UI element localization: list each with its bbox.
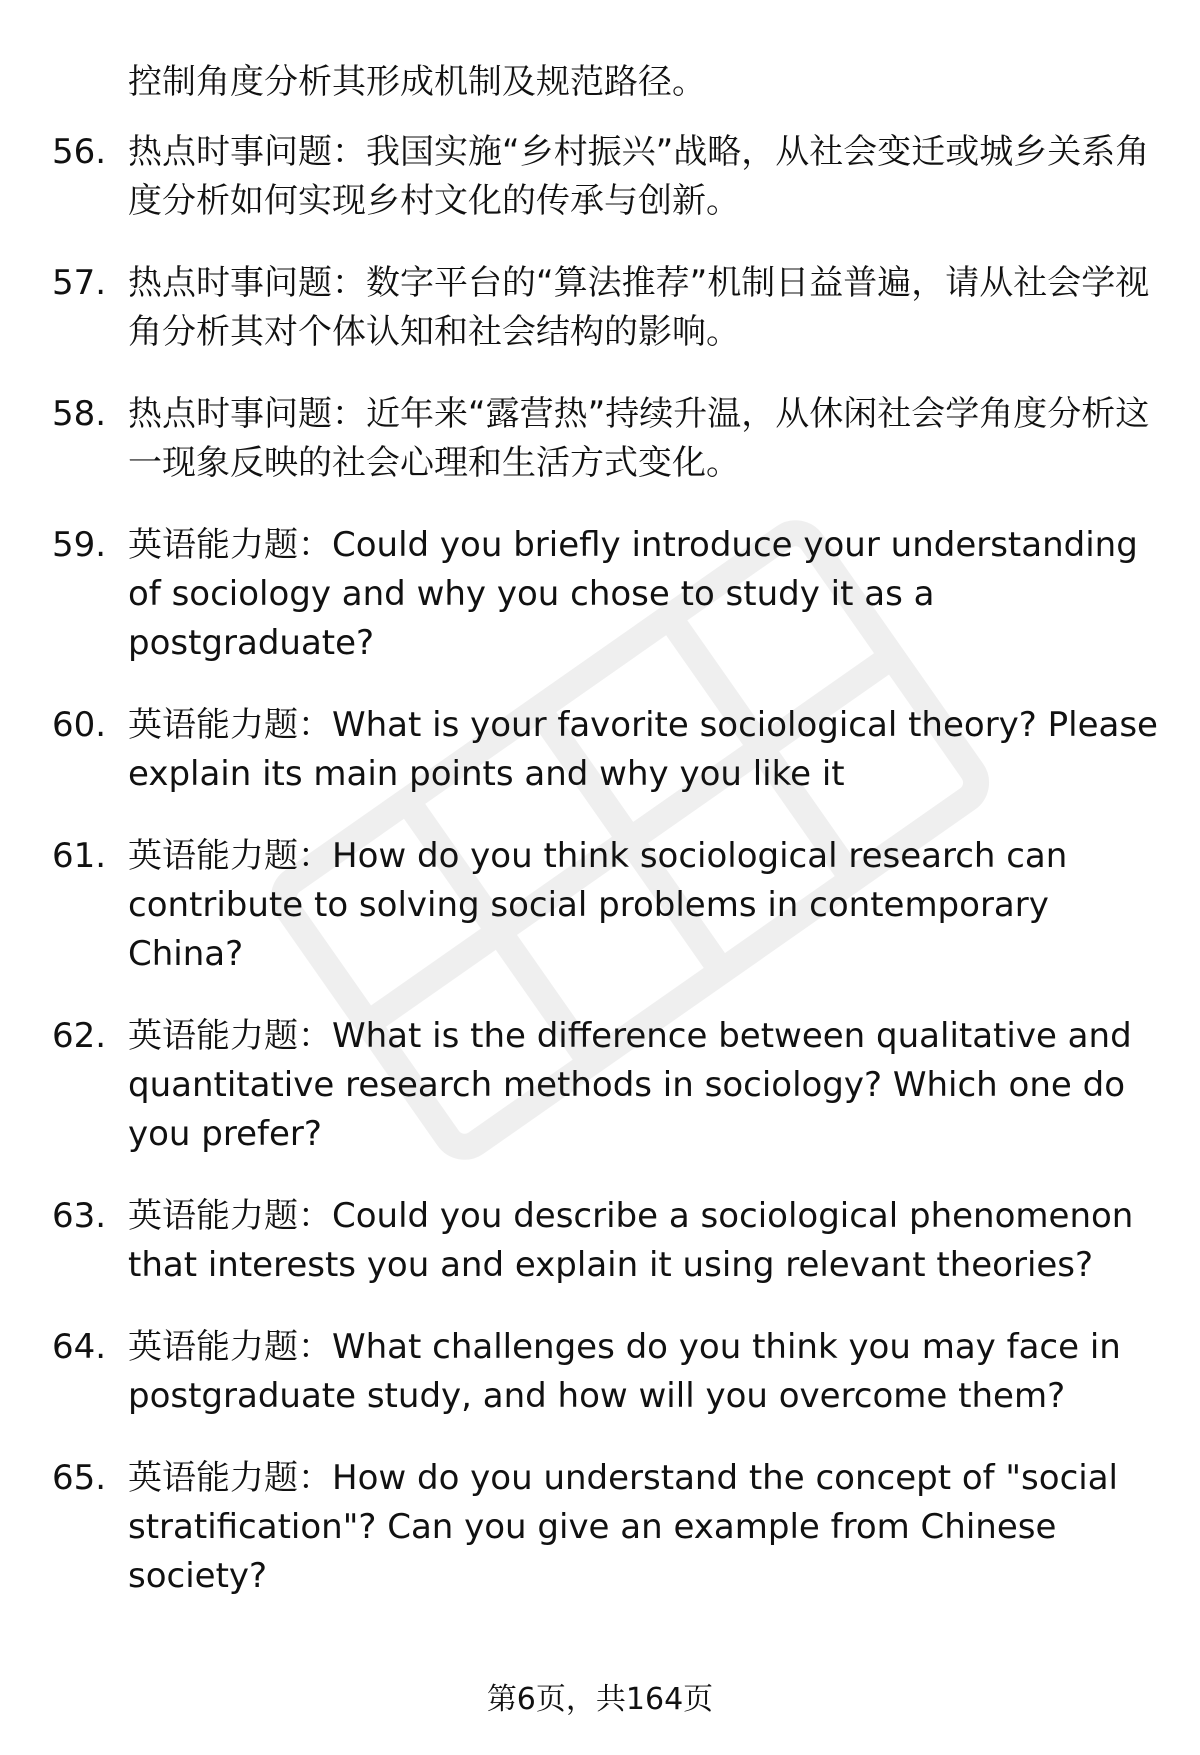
item-number: 65. bbox=[52, 1458, 107, 1498]
item-number: 58. bbox=[52, 394, 107, 434]
item-text: 热点时事问题：我国实施“乡村振兴”战略，从社会变迁或城乡关系角度分析如何实现乡村文化的传承与创新。 bbox=[128, 132, 1150, 221]
item-text: 热点时事问题：数字平台的“算法推荐”机制日益普遍，请从社会学视角分析其对个体认知和社会结构的影响。 bbox=[128, 263, 1150, 352]
list-item bbox=[0, 701, 1200, 799]
item-text: 热点时事问题：近年来“露营热”持续升温，从休闲社会学角度分析这一现象反映的社会心理和生活方式变化。 bbox=[128, 394, 1150, 483]
page-footer: 第6页，共164页 bbox=[486, 1682, 714, 1717]
list-item bbox=[0, 128, 1200, 226]
item-number: 59. bbox=[52, 525, 107, 565]
item-text: 英语能力题：How do you think sociological research can contribute to solving social problems in contemporary China? bbox=[128, 836, 1068, 974]
continuation-text: 控制角度分析其形成机制及规范路径。 bbox=[128, 62, 706, 102]
item-number: 60. bbox=[52, 705, 107, 745]
item-text: 英语能力题：Could you briefly introduce your understanding of sociology and why you chose to study it as a postgraduate? bbox=[128, 525, 1138, 663]
list-item bbox=[0, 259, 1200, 357]
list-item bbox=[0, 1012, 1200, 1159]
item-text: 英语能力题：How do you understand the concept of "social stratification"? Can you give an example from Chinese society? bbox=[128, 1458, 1118, 1596]
list-item bbox=[0, 832, 1200, 979]
item-number: 64. bbox=[52, 1327, 107, 1367]
item-text: 英语能力题：What challenges do you think you may face in postgraduate study, and how will you overcome them? bbox=[128, 1327, 1121, 1416]
list-item bbox=[0, 1323, 1200, 1421]
item-text: 英语能力题：Could you describe a sociological phenomenon that interests you and explain it using relevant theories? bbox=[128, 1196, 1134, 1285]
item-number: 57. bbox=[52, 263, 107, 303]
item-number: 62. bbox=[52, 1016, 107, 1056]
list-item bbox=[0, 521, 1200, 668]
question-list bbox=[0, 128, 1200, 1634]
item-number: 63. bbox=[52, 1196, 107, 1236]
item-text: 英语能力题：What is your favorite sociological theory? Please explain its main points and why you like it bbox=[128, 705, 1158, 794]
item-text: 英语能力题：What is the difference between qualitative and quantitative research methods in sociology? Which one do you prefer? bbox=[128, 1016, 1132, 1154]
item-number: 61. bbox=[52, 836, 107, 876]
item-number: 56. bbox=[52, 132, 107, 172]
list-item bbox=[0, 1454, 1200, 1601]
list-item bbox=[0, 390, 1200, 488]
list-item bbox=[0, 1192, 1200, 1290]
